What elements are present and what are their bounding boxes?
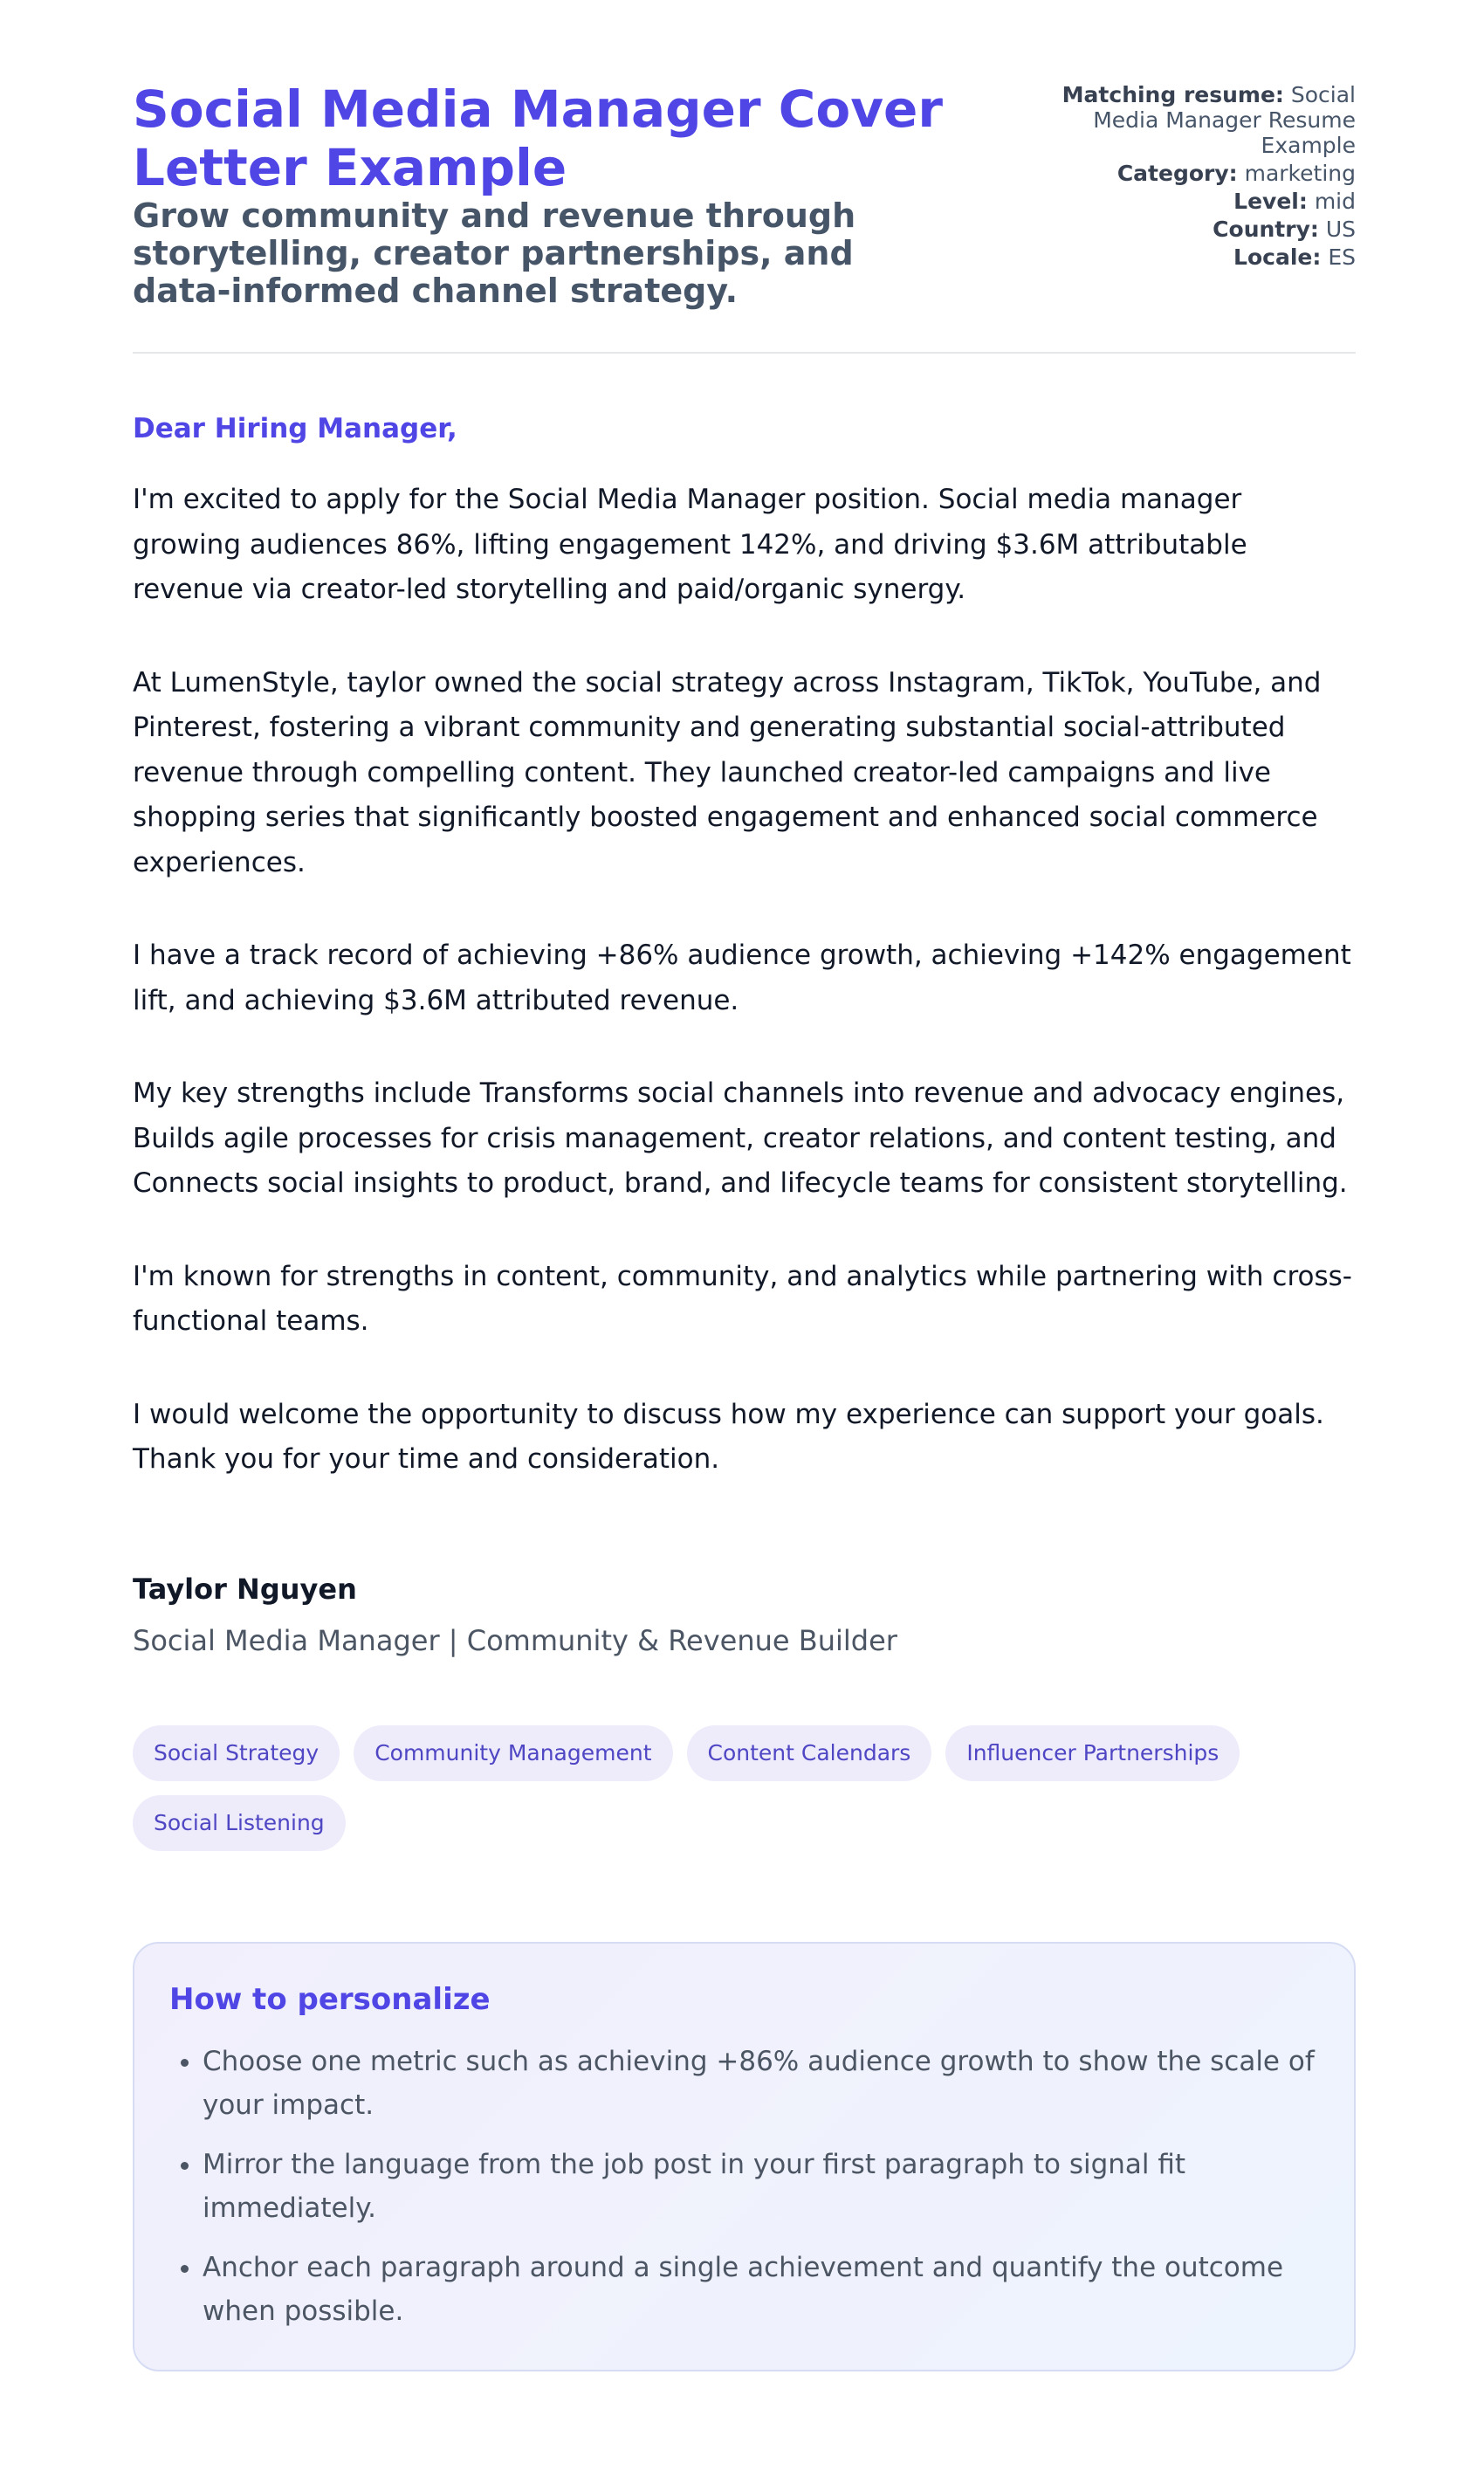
header-titles	[133, 80, 953, 310]
meta-value: marketing	[1244, 161, 1356, 186]
meta-value: US	[1325, 217, 1356, 242]
signature-role: Social Media Manager | Community & Revenue Builder	[133, 1623, 897, 1657]
tip-item: • Choose one metric such as achieving +86% audience growth to show the scale of your impact.	[203, 2040, 1319, 2127]
letter-paragraph: I'm excited to apply for the Social Media Manager position. Social media manager growing audiences 86%, lifting engagement 142%, and driving $3.6M attributable revenue via creator-led storytelling and paid/organic synergy.	[133, 484, 1247, 605]
meta-key: Country:	[1213, 217, 1319, 242]
tip-item: • Anchor each paragraph around a single achievement and quantify the outcome when possible.	[203, 2246, 1319, 2333]
meta-category	[1007, 161, 1356, 186]
tips-list	[169, 2040, 1319, 2333]
meta-value: Social Media Manager Resume Example	[1093, 82, 1356, 158]
skill-tag: Social Strategy	[133, 1725, 340, 1781]
meta-info	[1007, 80, 1356, 272]
skill-tag: Community Management	[354, 1725, 672, 1781]
greeting: Dear Hiring Manager,	[133, 413, 457, 444]
meta-country	[1007, 217, 1356, 242]
meta-key: Locale:	[1233, 244, 1322, 270]
tips-title: How to personalize	[169, 1981, 491, 2017]
personalize-tips-box	[133, 1942, 1356, 2371]
signature-name: Taylor Nguyen	[133, 1572, 357, 1606]
letter-paragraph: I have a track record of achieving +86% audience growth, achieving +142% engagement lift, and achieving $3.6M attributed revenue.	[133, 940, 1351, 1016]
page-subtitle: Grow community and revenue through storytelling, creator partnerships, and data-informed channel strategy.	[133, 196, 856, 310]
page-title: Social Media Manager Cover Letter Example	[133, 79, 943, 197]
meta-key: Level:	[1233, 189, 1308, 214]
meta-locale	[1007, 244, 1356, 270]
letter-paragraph: My key strengths include Transforms social channels into revenue and advocacy engines, Builds agile processes for crisis management, creator relations, and content testing, and Connects social insights to product, brand, and lifecycle teams for consistent storytelling.	[133, 1077, 1348, 1199]
meta-key: Matching resume:	[1061, 82, 1284, 107]
meta-matching-resume	[1007, 82, 1356, 158]
letter-body	[133, 411, 1356, 1659]
skill-tag: Influencer Partnerships	[945, 1725, 1240, 1781]
letter-paragraph: At LumenStyle, taylor owned the social strategy across Instagram, TikTok, YouTube, and Pinterest, fostering a vibrant community and generating substantial social-attributed revenue through compelling content. They launched creator-led campaigns and live shopping series that significantly boosted engagement and enhanced social commerce experiences.	[133, 666, 1322, 878]
skill-tags	[133, 1725, 1268, 1851]
page-header	[133, 80, 1356, 310]
meta-key: Category:	[1116, 161, 1238, 186]
letter-paragraph: I'm known for strengths in content, community, and analytics while partnering with cross-functional teams.	[133, 1260, 1352, 1337]
tip-item: • Mirror the language from the job post in your first paragraph to signal fit immediately.	[203, 2143, 1319, 2230]
header-divider	[133, 352, 1356, 354]
meta-value: ES	[1328, 244, 1356, 270]
letter-paragraph: I would welcome the opportunity to discuss how my experience can support your goals. Thank you for your time and consideration.	[133, 1398, 1324, 1475]
skill-tag: Content Calendars	[687, 1725, 932, 1781]
skill-tag: Social Listening	[133, 1795, 346, 1851]
meta-value: mid	[1314, 189, 1356, 214]
meta-level	[1007, 189, 1356, 214]
